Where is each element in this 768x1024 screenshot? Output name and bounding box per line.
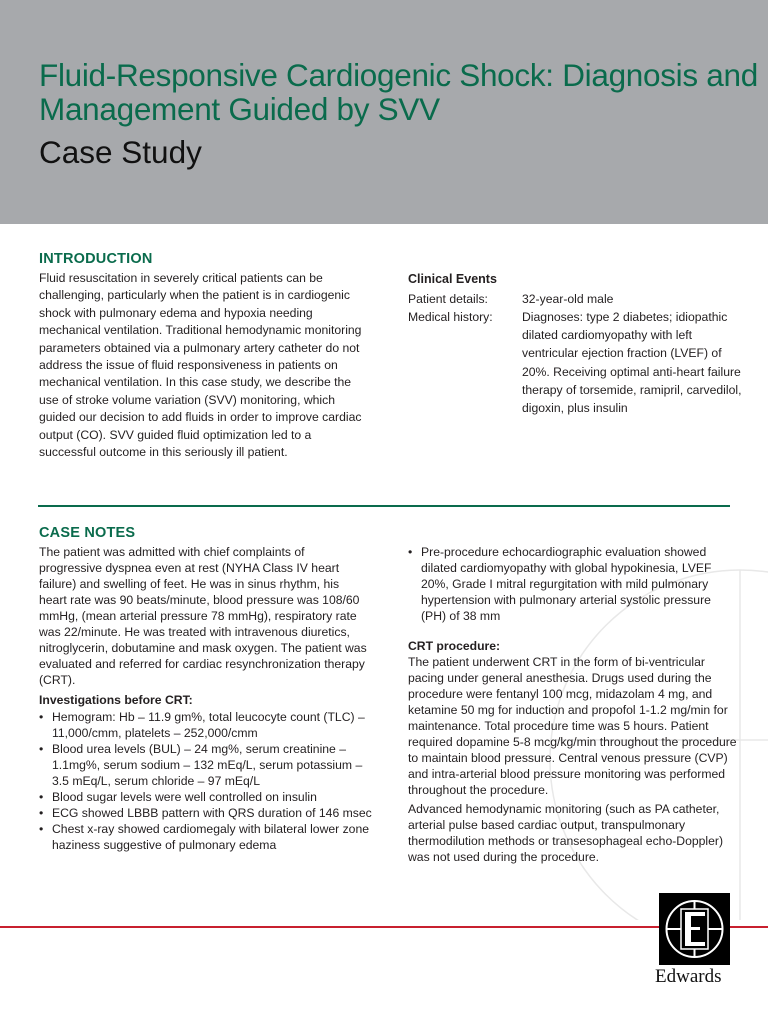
medical-history-row xyxy=(408,308,748,438)
page-subtitle: Case Study xyxy=(39,134,202,170)
crt-procedure-heading: CRT procedure: xyxy=(408,639,501,653)
introduction-text: Fluid resuscitation in severely critical patients can be challenging, particularly when the patient is in cardiogenic shock with pulmonary edema and hypoxia needing mechanical ventilation. Traditional hemodynamic monitoring parameters obtained via a pulmonary artery catheter do not address the issue of fluid responsiveness in patients on mechanical ventilation. In this case study, we describe the use of stroke volume variation (SVV) monitoring, which guided our decision to add fluids in order to improve cardiac output (CO). SVV guided fluid optimization led to a successful outcome in this seriously ill patient. xyxy=(39,271,362,460)
list-item: • Blood urea levels (BUL) – 24 mg%, serum creatinine – 1.1mg%, serum sodium – 132 mEq/L, serum potassium – 3.5 mEq/L, serum chloride – 97 mEq/L xyxy=(39,741,381,789)
edwards-logo xyxy=(659,893,730,965)
list-item: • Blood sugar levels were well controlled on insulin xyxy=(39,789,381,805)
list-item: • Chest x-ray showed cardiomegaly with bilateral lower zone haziness suggestive of pulmonary edema xyxy=(39,821,381,853)
case-notes-text: The patient was admitted with chief complaints of progressive dyspnea even at rest (NYHA Class IV heart failure) and swelling of feet. He was in sinus rhythm, his heart rate was 90 beats/minute, blood pressure was 108/60 mmHg, (mean arterial pressure 78 mmHg), respiratory rate was 22/minute. He was treated with intravenous diuretics, nitroglycerin, dobutamine and mask oxygen. The patient was evaluated and referred for cardiac resynchronization therapy (CRT). xyxy=(39,545,367,687)
medical-history-value: Diagnoses: type 2 diabetes; idiopathic dilated cardiomyopathy with left ventricular ejection fraction (LVEF) of 20%. Receiving optimal anti-heart failure therapy of torsemide, ramipril, carvedilol, digoxin, plus insulin xyxy=(522,310,742,416)
investigations-heading: Investigations before CRT: xyxy=(39,693,193,707)
patient-details-row xyxy=(408,290,748,310)
section-divider xyxy=(38,505,730,507)
medical-history-label: Medical history: xyxy=(408,310,493,324)
investigations-list xyxy=(39,709,381,853)
clinical-events-title: Clinical Events xyxy=(408,272,497,286)
edwards-e-icon xyxy=(659,893,730,965)
case-notes-heading: CASE NOTES xyxy=(39,525,136,541)
patient-details-label: Patient details: xyxy=(408,292,488,306)
advanced-monitoring-text: Advanced hemodynamic monitoring (such as PA catheter, arterial pulse based cardiac output, transpulmonary thermodilution methods or transesophageal echo-Doppler) was not used during the procedure. xyxy=(408,802,724,864)
edwards-logo-text: Edwards xyxy=(655,966,722,987)
list-item: • Pre-procedure echocardiographic evaluation showed dilated cardiomyopathy with global hypokinesia, LVEF 20%, Grade I mitral regurgitation with mild pulmonary hypertension with pulmonary arterial systolic pressure (PH) of 38 mm xyxy=(408,544,734,624)
list-item: • Hemogram: Hb – 11.9 gm%, total leucocyte count (TLC) – 11,000/cmm, platelets – 252,000/cmm xyxy=(39,709,381,741)
page-title: Fluid-Responsive Cardiogenic Shock: Diagnosis and Management Guided by SVV xyxy=(39,57,758,127)
list-item: • ECG showed LBBB pattern with QRS duration of 146 msec xyxy=(39,805,381,821)
introduction-heading: INTRODUCTION xyxy=(39,251,153,267)
crt-procedure-text: The patient underwent CRT in the form of bi-ventricular pacing under general anesthesia. Drugs used during the procedure were fentanyl 100 mcg, midazolam 4 mg, and ketamine 50 mg for induction and propofol 1-1.2 mg/min for maintenance. Total procedure time was 5 hours. Patient required dopamine 5-8 mcg/kg/min throughout the procedure to maintain blood pressure. Central venous pressure (CVP) and intra-arterial blood pressure monitoring was performed throughout the procedure. xyxy=(408,655,737,797)
header-band xyxy=(0,0,768,224)
footer-rule xyxy=(0,926,768,928)
echo-list xyxy=(408,544,734,624)
patient-details-value: 32-year-old male xyxy=(522,292,614,306)
